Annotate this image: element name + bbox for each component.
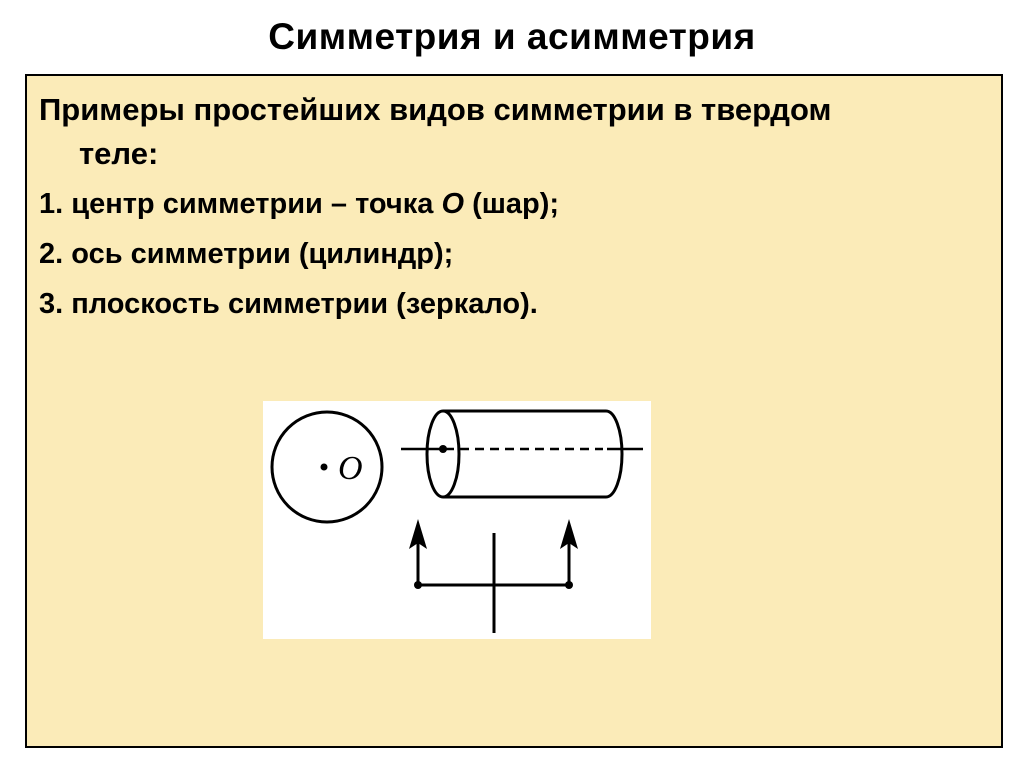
symmetry-figure	[263, 401, 651, 639]
list-item-center-suffix: (шар);	[464, 188, 560, 220]
symmetry-list	[39, 180, 559, 330]
list-item-center-prefix: 1. центр симметрии – точка	[39, 188, 442, 220]
list-item-plane: 3. плоскость симметрии (зеркало).	[39, 288, 538, 320]
right-mirror-point	[565, 581, 573, 589]
left-mirror-point	[414, 581, 422, 589]
sphere-center-point	[321, 464, 328, 471]
list-item-center	[39, 180, 559, 230]
intro-text	[39, 88, 989, 176]
sphere-diagram	[272, 412, 382, 522]
cylinder-front-face	[427, 411, 459, 497]
cylinder-back-face	[606, 411, 622, 497]
intro-line-2: теле:	[79, 136, 159, 171]
symmetry-figure-svg	[263, 401, 651, 639]
sphere-center-label: O	[338, 450, 363, 487]
list-item-axis: 2. ось симметрии (цилиндр);	[39, 238, 454, 270]
cylinder-diagram	[401, 411, 643, 497]
slide-title: Симметрия и асимметрия	[268, 16, 756, 57]
intro-line-1: Примеры простейших видов симметрии в твердом	[39, 92, 832, 127]
cylinder-axis-point	[439, 445, 447, 453]
mirror-plane-diagram	[409, 519, 578, 633]
point-o-label: O	[441, 188, 465, 220]
content-box	[25, 74, 1003, 748]
